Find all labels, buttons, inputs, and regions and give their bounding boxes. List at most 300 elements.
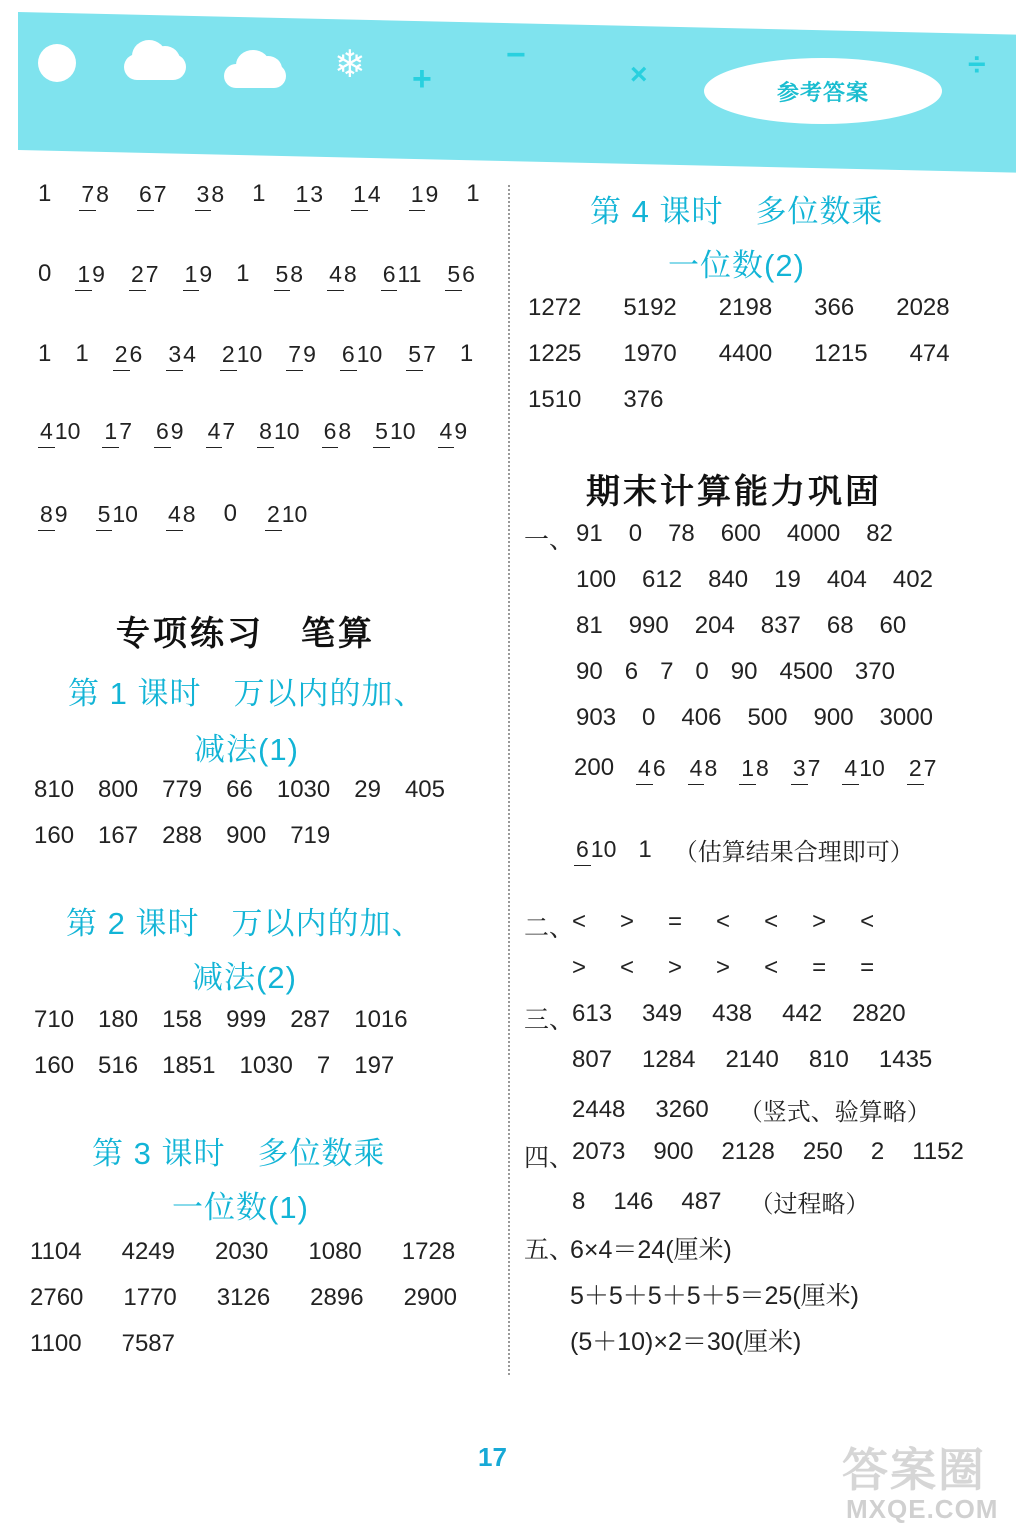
answer-row <box>576 704 933 732</box>
part-label: 五、 <box>524 1236 575 1264</box>
answer-value: 1970 <box>623 340 677 367</box>
lesson-subtitle: 减法(1) <box>194 732 299 767</box>
answer-value: 160 <box>34 1052 75 1079</box>
answer-value: 1152 <box>912 1138 964 1165</box>
answer-value: 442 <box>782 1000 823 1027</box>
fraction <box>102 420 132 443</box>
denominator: 8 <box>290 260 304 287</box>
watermark-logo: 答案圈 <box>842 1444 986 1496</box>
denominator: 10 <box>273 418 300 444</box>
answer-value: 1 <box>38 340 52 367</box>
numerator: 8 <box>257 418 274 448</box>
numerator: 5 <box>406 341 423 371</box>
answer-value: 3000 <box>879 704 933 731</box>
answer-value: 710 <box>34 1006 75 1033</box>
answer-row <box>30 1284 457 1312</box>
answer-value: 2448 <box>572 1095 626 1123</box>
fraction <box>220 340 263 367</box>
answer-value: 474 <box>909 340 950 367</box>
answer-value: 404 <box>826 566 867 593</box>
answer-value: 1435 <box>878 1046 933 1073</box>
equation: 6×4＝24(厘米) <box>570 1236 732 1264</box>
answer-value: 810 <box>34 776 75 803</box>
denominator: 4 <box>367 180 381 207</box>
answer-row <box>576 520 893 548</box>
answer-row <box>572 1138 964 1166</box>
answer-value: 4000 <box>786 520 841 547</box>
answer-value: 779 <box>162 776 203 803</box>
fraction <box>373 420 415 443</box>
answer-value: > <box>620 908 635 935</box>
answer-row <box>576 566 933 594</box>
page-number: 17 <box>478 1442 507 1472</box>
answer-value: 1770 <box>123 1284 177 1311</box>
answer-value: 516 <box>98 1052 139 1079</box>
fraction <box>438 420 468 443</box>
numerator: 1 <box>351 181 368 211</box>
answer-note: （估算结果合理即可） <box>673 839 914 866</box>
answer-value: 180 <box>98 1006 139 1033</box>
plus-icon: + <box>412 60 432 98</box>
fraction <box>381 260 422 287</box>
answer-row <box>572 1046 932 1074</box>
answer-value: 7 <box>316 1052 331 1079</box>
answer-value: 1 <box>466 180 480 207</box>
denominator: 6 <box>462 260 475 287</box>
answer-value: 2198 <box>718 294 773 321</box>
answer-value: > <box>812 908 827 935</box>
answer-value: 370 <box>854 658 895 685</box>
answer-value: < <box>620 954 635 981</box>
numerator: 6 <box>137 181 154 211</box>
fraction <box>274 260 304 287</box>
section-title: 专项练习 笔算 <box>116 615 375 653</box>
answer-value: 1100 <box>30 1330 82 1357</box>
fraction <box>445 260 475 287</box>
answer-value: （过程略） <box>749 1191 870 1218</box>
numerator: 1 <box>183 261 200 291</box>
answer-value: 2073 <box>572 1138 626 1165</box>
denominator: 7 <box>807 754 821 781</box>
answer-value: 810 <box>808 1046 849 1073</box>
numerator: 1 <box>409 181 426 211</box>
answer-value: 0 <box>695 658 709 685</box>
denominator: 7 <box>923 754 937 781</box>
fraction <box>183 260 213 287</box>
denominator: 3 <box>310 180 324 207</box>
answer-value: 1080 <box>308 1238 362 1265</box>
numerator: 1 <box>75 261 92 291</box>
denominator: 7 <box>153 180 167 207</box>
answer-value: 840 <box>708 566 749 593</box>
lesson-title: 第 1 课时 万以内的加、 <box>68 676 426 711</box>
answer-value: 200 <box>574 754 615 781</box>
answer-value: 1 <box>236 260 250 287</box>
numerator: 2 <box>907 755 924 785</box>
answer-value: 2896 <box>310 1284 364 1311</box>
answer-value: 1104 <box>30 1238 82 1265</box>
answer-value: 0 <box>38 260 52 287</box>
answer-value: 7 <box>660 658 674 685</box>
part-label: 四、 <box>524 1144 575 1172</box>
numerator: 8 <box>38 501 55 531</box>
fraction <box>96 500 138 527</box>
answer-value: < <box>860 908 875 935</box>
answer-value: 68 <box>826 612 854 639</box>
final-section-title: 期末计算能力巩固 <box>586 473 882 511</box>
answer-value: 612 <box>642 566 683 593</box>
answer-value: 0 <box>642 704 656 731</box>
numerator: 6 <box>154 418 171 448</box>
answer-value: 1 <box>459 340 474 367</box>
fraction <box>574 838 616 861</box>
numerator: 5 <box>96 501 113 531</box>
fraction <box>327 260 357 287</box>
answer-value: 4500 <box>779 658 833 685</box>
fraction <box>688 754 718 781</box>
answer-value: 1 <box>252 180 266 207</box>
answer-value: 990 <box>628 612 669 639</box>
answer-value: 82 <box>866 520 893 547</box>
lesson-title: 第 2 课时 万以内的加、 <box>66 906 424 941</box>
minus-icon: − <box>506 36 526 74</box>
answer-value: < <box>572 908 587 935</box>
fraction <box>351 180 381 207</box>
answer-value: 406 <box>681 704 722 731</box>
answer-value: 903 <box>576 704 617 731</box>
answer-value: 160 <box>34 822 75 849</box>
fraction <box>129 260 159 287</box>
answer-value: 1 <box>38 180 52 207</box>
answer-row <box>34 1052 394 1080</box>
answer-value: 900 <box>226 822 267 849</box>
answer-value: 366 <box>814 294 855 321</box>
answer-value: 1 <box>638 835 652 863</box>
answer-value: 197 <box>354 1052 395 1079</box>
lesson-subtitle: 一位数(1) <box>172 1190 309 1225</box>
part-label: 一、 <box>524 526 575 554</box>
fraction <box>286 340 316 367</box>
answer-row <box>38 340 473 368</box>
answer-value: 91 <box>576 520 603 547</box>
denominator: 10 <box>236 340 263 367</box>
answer-row <box>38 260 475 288</box>
answer-row <box>576 612 906 640</box>
answer-value: 807 <box>572 1046 613 1073</box>
numerator: 4 <box>636 755 653 785</box>
answer-value: 1030 <box>239 1052 293 1079</box>
answer-value: 90 <box>730 658 758 685</box>
answer-value: 405 <box>404 776 445 803</box>
answer-value: 376 <box>623 386 664 413</box>
fraction <box>137 180 167 207</box>
denominator: 11 <box>397 260 422 287</box>
answer-value: 487 <box>681 1187 722 1215</box>
answer-value: 7587 <box>121 1330 175 1357</box>
answer-value: 349 <box>642 1000 683 1027</box>
answer-row <box>38 420 467 443</box>
fraction <box>322 420 352 443</box>
answer-value: 4249 <box>121 1238 175 1265</box>
answer-value: 250 <box>802 1138 843 1165</box>
fraction <box>257 420 299 443</box>
snowflake-icon: ❄ <box>334 44 366 86</box>
answer-value: 500 <box>747 704 788 731</box>
answer-value: 90 <box>576 658 603 685</box>
denominator: 8 <box>343 260 357 287</box>
answer-value: 167 <box>98 822 139 849</box>
answer-value: 288 <box>162 822 203 849</box>
fraction <box>166 340 196 367</box>
denominator: 8 <box>756 754 769 781</box>
part-label: 二、 <box>524 914 575 942</box>
numerator: 3 <box>195 181 212 211</box>
numerator: 4 <box>38 418 55 448</box>
answer-row <box>576 658 895 686</box>
answer-row <box>528 340 950 368</box>
answer-value: 3260 <box>655 1095 709 1123</box>
denominator: 10 <box>281 500 308 527</box>
answer-value: 837 <box>760 612 801 639</box>
answer-value: 438 <box>712 1000 753 1027</box>
answer-value: 8 <box>572 1187 586 1215</box>
numerator: 6 <box>574 836 591 866</box>
answer-value: 287 <box>290 1006 331 1033</box>
answer-row <box>38 500 307 528</box>
fraction <box>340 340 383 367</box>
answer-value: 204 <box>694 612 735 639</box>
watermark-url: MXQE.COM <box>846 1494 999 1524</box>
fraction <box>636 754 666 781</box>
denominator: 8 <box>338 418 352 444</box>
answer-value: 719 <box>290 822 331 849</box>
fraction <box>154 420 184 443</box>
fraction <box>75 260 105 287</box>
answer-value: 0 <box>223 500 237 527</box>
answer-row <box>30 1330 175 1358</box>
numerator: 4 <box>688 755 705 785</box>
answer-row <box>572 1000 906 1028</box>
answer-value: 2900 <box>403 1284 457 1311</box>
answer-value: 1215 <box>814 340 868 367</box>
denominator: 6 <box>129 340 143 367</box>
part-label: 三、 <box>524 1006 575 1034</box>
answer-row <box>574 754 936 782</box>
denominator: 9 <box>54 500 68 527</box>
answer-value: 146 <box>613 1187 654 1215</box>
denominator: 4 <box>183 340 196 367</box>
answer-value: > <box>572 954 587 981</box>
fraction <box>195 180 225 207</box>
denominator: 7 <box>222 418 236 444</box>
answer-value: 1851 <box>162 1052 216 1079</box>
denominator: 9 <box>303 340 316 367</box>
answer-value: 1030 <box>276 776 331 803</box>
denominator: 8 <box>182 500 196 527</box>
divide-icon: ÷ <box>968 46 986 82</box>
answer-value: 2028 <box>896 294 950 321</box>
numerator: 4 <box>842 755 859 785</box>
denominator: 7 <box>145 260 159 287</box>
answer-row <box>34 822 330 850</box>
fraction <box>38 500 68 527</box>
answer-value: 100 <box>576 566 617 593</box>
equation: 5＋5＋5＋5＋5＝25(厘米) <box>570 1282 859 1310</box>
answer-value: 2140 <box>725 1046 779 1073</box>
answer-value: > <box>668 954 683 981</box>
lesson-title: 第 3 课时 多位数乘 <box>92 1136 386 1171</box>
answer-row <box>30 1238 455 1266</box>
answer-badge: 参考答案 <box>704 58 942 124</box>
answer-value: 1284 <box>642 1046 696 1073</box>
answer-row <box>34 776 445 804</box>
fraction <box>206 420 236 443</box>
fraction <box>294 180 324 207</box>
numerator: 2 <box>265 501 282 531</box>
answer-value: 999 <box>226 1006 267 1033</box>
lesson-title: 第 4 课时 多位数乘 <box>590 194 884 229</box>
answer-row <box>572 1092 931 1127</box>
answer-row <box>572 1184 869 1219</box>
fraction <box>406 340 436 367</box>
answer-value: = <box>668 908 683 935</box>
denominator: 10 <box>389 418 416 444</box>
numerator: 1 <box>294 181 311 211</box>
answer-value: 66 <box>226 776 253 803</box>
answer-value: 60 <box>879 612 907 639</box>
answer-value: 6 <box>624 658 639 685</box>
numerator: 7 <box>79 181 96 211</box>
numerator: 2 <box>220 341 237 371</box>
fraction <box>791 754 821 781</box>
answer-row <box>528 386 663 414</box>
denominator: 8 <box>96 180 109 207</box>
answer-value: 2820 <box>852 1000 906 1027</box>
answer-value: 5192 <box>623 294 677 321</box>
denominator: 9 <box>199 260 213 287</box>
answer-value: 2 <box>870 1138 885 1165</box>
numerator: 2 <box>129 261 146 291</box>
answer-value: < <box>764 908 779 935</box>
denominator: 9 <box>454 418 468 444</box>
denominator: 9 <box>170 418 184 444</box>
answer-value: < <box>764 954 779 981</box>
answer-value: 3126 <box>216 1284 271 1311</box>
answer-value: 900 <box>653 1138 694 1165</box>
numerator: 7 <box>286 341 303 371</box>
fraction <box>166 500 196 527</box>
answer-value: 2128 <box>721 1138 775 1165</box>
denominator: 9 <box>92 260 105 287</box>
numerator: 5 <box>274 261 291 291</box>
answer-value: 1 <box>75 340 89 367</box>
numerator: 4 <box>438 418 455 448</box>
numerator: 5 <box>445 261 462 291</box>
numerator: 1 <box>102 418 119 448</box>
answer-value: 19 <box>774 566 801 593</box>
answer-value: = <box>860 954 875 981</box>
answer-value: 402 <box>892 566 933 593</box>
numerator: 5 <box>373 418 390 448</box>
answer-value: 1510 <box>528 386 582 413</box>
numerator: 3 <box>166 341 183 371</box>
answer-value: > <box>716 954 731 981</box>
answer-value: 29 <box>354 776 381 803</box>
fraction <box>113 340 143 367</box>
answer-value: 1728 <box>401 1238 456 1265</box>
answer-value: 1225 <box>528 340 582 367</box>
answer-value: 78 <box>668 520 695 547</box>
numerator: 4 <box>206 418 223 448</box>
answer-row <box>528 294 950 322</box>
denominator: 7 <box>423 340 436 367</box>
fraction <box>842 754 885 781</box>
denominator: 10 <box>356 340 383 367</box>
answer-value: < <box>716 908 731 935</box>
answer-value: 4400 <box>718 340 773 367</box>
numerator: 6 <box>381 261 398 291</box>
answer-value: 0 <box>628 520 643 547</box>
denominator: 8 <box>211 180 225 207</box>
answer-value: 81 <box>576 612 603 639</box>
answer-value: 2760 <box>30 1284 84 1311</box>
answer-row <box>572 954 874 982</box>
numerator: 3 <box>791 755 808 785</box>
answer-row <box>38 180 480 208</box>
denominator: 9 <box>425 180 439 207</box>
answer-value: 158 <box>162 1006 203 1033</box>
fraction <box>409 180 439 207</box>
answer-value: 1272 <box>528 294 582 321</box>
numerator: 2 <box>113 341 130 371</box>
sun-icon <box>38 44 76 82</box>
denominator: 7 <box>119 418 132 444</box>
numerator: 4 <box>166 501 183 531</box>
fraction <box>739 754 769 781</box>
equation: (5＋10)×2＝30(厘米) <box>570 1328 802 1356</box>
numerator: 1 <box>739 755 756 785</box>
numerator: 6 <box>340 341 357 371</box>
denominator: 6 <box>652 754 666 781</box>
lesson-subtitle: 一位数(2) <box>668 248 805 283</box>
denominator: 10 <box>590 836 617 862</box>
answer-value: （竖式、验算略） <box>738 1099 931 1126</box>
answer-value: = <box>812 954 827 981</box>
numerator: 4 <box>327 261 344 291</box>
answer-value: 600 <box>720 520 761 547</box>
lesson-subtitle: 减法(2) <box>192 960 297 995</box>
answer-value: 800 <box>98 776 139 803</box>
fraction <box>79 180 109 207</box>
denominator: 10 <box>859 754 885 781</box>
fraction <box>907 754 937 781</box>
times-icon: × <box>630 58 648 91</box>
answer-value: 613 <box>572 1000 613 1027</box>
answer-row <box>34 1006 408 1034</box>
answer-value: 900 <box>813 704 854 731</box>
fraction <box>265 500 308 527</box>
answer-value: 1016 <box>354 1006 408 1033</box>
denominator: 8 <box>704 754 718 781</box>
denominator: 10 <box>54 418 81 444</box>
fraction <box>38 420 80 443</box>
numerator: 6 <box>322 418 339 448</box>
column-divider <box>508 185 510 1375</box>
denominator: 10 <box>112 500 138 527</box>
answer-row <box>574 832 914 867</box>
answer-value: 2030 <box>215 1238 269 1265</box>
answer-row <box>572 908 874 936</box>
